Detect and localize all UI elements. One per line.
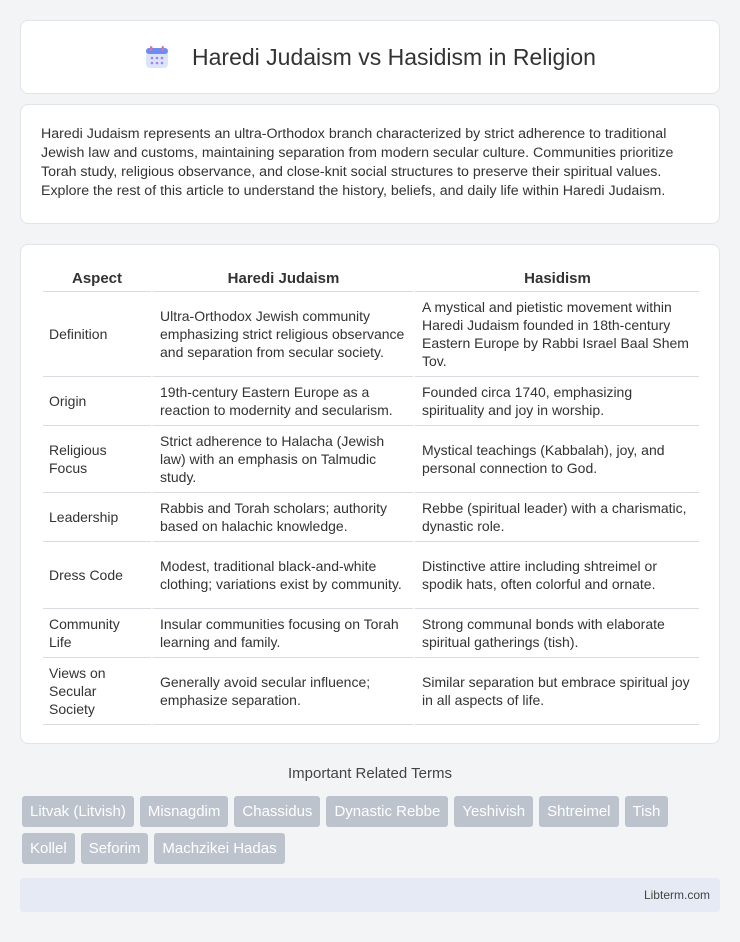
comparison-table bbox=[43, 263, 699, 725]
title-card bbox=[20, 20, 720, 94]
row-hasidism: Similar separation but embrace spiritual joy in all aspects of life. bbox=[413, 658, 699, 725]
row-haredi: Rabbis and Torah scholars; authority based on halachic knowledge. bbox=[151, 493, 413, 542]
title-wrap bbox=[144, 44, 596, 71]
tag-kollel[interactable]: Kollel bbox=[22, 833, 75, 864]
table-row bbox=[43, 609, 699, 658]
tag-misnagdim[interactable]: Misnagdim bbox=[140, 796, 229, 827]
header-hasidism: Hasidism bbox=[413, 263, 699, 292]
footer-site-link[interactable]: Libterm.com bbox=[643, 888, 710, 902]
row-haredi: Strict adherence to Halacha (Jewish law) with an emphasis on Talmudic study. bbox=[151, 426, 413, 493]
row-hasidism: A mystical and pietistic movement within Haredi Judaism founded in 18th-century Eastern Europe by Rabbi Israel Baal Shem Tov. bbox=[413, 292, 699, 377]
intro-paragraph: Haredi Judaism represents an ultra-Orthodox branch characterized by strict adherence to traditional Jewish law and customs, maintaining separation from modern secular culture. Communities prioritize Torah study, religious observance, and close-knit social structures to preserve their spiritual values. Explore the rest of this article to understand the history, beliefs, and daily life within Haredi Judaism. bbox=[41, 126, 674, 199]
intro-card bbox=[20, 104, 720, 224]
row-aspect: Religious Focus bbox=[43, 426, 151, 493]
table-row bbox=[43, 493, 699, 542]
row-hasidism: Founded circa 1740, emphasizing spirituality and joy in worship. bbox=[413, 377, 699, 426]
related-terms-list bbox=[22, 796, 718, 870]
table-row bbox=[43, 377, 699, 426]
tag-tish[interactable]: Tish bbox=[625, 796, 669, 827]
row-aspect: Dress Code bbox=[43, 542, 151, 609]
related-terms-heading: Important Related Terms bbox=[288, 765, 452, 782]
row-hasidism: Strong communal bonds with elaborate spiritual gatherings (tish). bbox=[413, 609, 699, 658]
row-hasidism: Distinctive attire including shtreimel or spodik hats, often colorful and ornate. bbox=[413, 542, 699, 609]
row-aspect: Origin bbox=[43, 377, 151, 426]
table-row bbox=[43, 426, 699, 493]
row-haredi: Ultra-Orthodox Jewish community emphasizing strict religious observance and separation from secular society. bbox=[151, 292, 413, 377]
tag-litvak[interactable]: Litvak (Litvish) bbox=[22, 796, 134, 827]
tag-yeshivish[interactable]: Yeshivish bbox=[454, 796, 533, 827]
tag-seforim[interactable]: Seforim bbox=[81, 833, 149, 864]
tag-row bbox=[22, 796, 718, 827]
table-row bbox=[43, 658, 699, 725]
table-row bbox=[43, 542, 699, 609]
table-row bbox=[43, 292, 699, 377]
row-haredi: Modest, traditional black-and-white clothing; variations exist by community. bbox=[151, 542, 413, 609]
tag-row bbox=[22, 833, 718, 864]
row-aspect: Leadership bbox=[43, 493, 151, 542]
row-aspect: Views on Secular Society bbox=[43, 658, 151, 725]
footer bbox=[20, 878, 720, 912]
tag-chassidus[interactable]: Chassidus bbox=[234, 796, 320, 827]
row-haredi: Insular communities focusing on Torah learning and family. bbox=[151, 609, 413, 658]
calendar-icon bbox=[144, 44, 170, 70]
header-aspect: Aspect bbox=[43, 263, 151, 292]
row-hasidism: Mystical teachings (Kabbalah), joy, and personal connection to God. bbox=[413, 426, 699, 493]
comparison-card bbox=[20, 244, 720, 744]
tag-machzikei-hadas[interactable]: Machzikei Hadas bbox=[154, 833, 284, 864]
row-hasidism: Rebbe (spiritual leader) with a charismatic, dynastic role. bbox=[413, 493, 699, 542]
table-header-row bbox=[43, 263, 699, 292]
tag-dynastic-rebbe[interactable]: Dynastic Rebbe bbox=[326, 796, 448, 827]
tag-shtreimel[interactable]: Shtreimel bbox=[539, 796, 618, 827]
row-haredi: 19th-century Eastern Europe as a reaction to modernity and secularism. bbox=[151, 377, 413, 426]
header-haredi: Haredi Judaism bbox=[151, 263, 413, 292]
row-aspect: Community Life bbox=[43, 609, 151, 658]
row-aspect: Definition bbox=[43, 292, 151, 377]
page-title: Haredi Judaism vs Hasidism in Religion bbox=[192, 43, 596, 70]
row-haredi: Generally avoid secular influence; emphasize separation. bbox=[151, 658, 413, 725]
